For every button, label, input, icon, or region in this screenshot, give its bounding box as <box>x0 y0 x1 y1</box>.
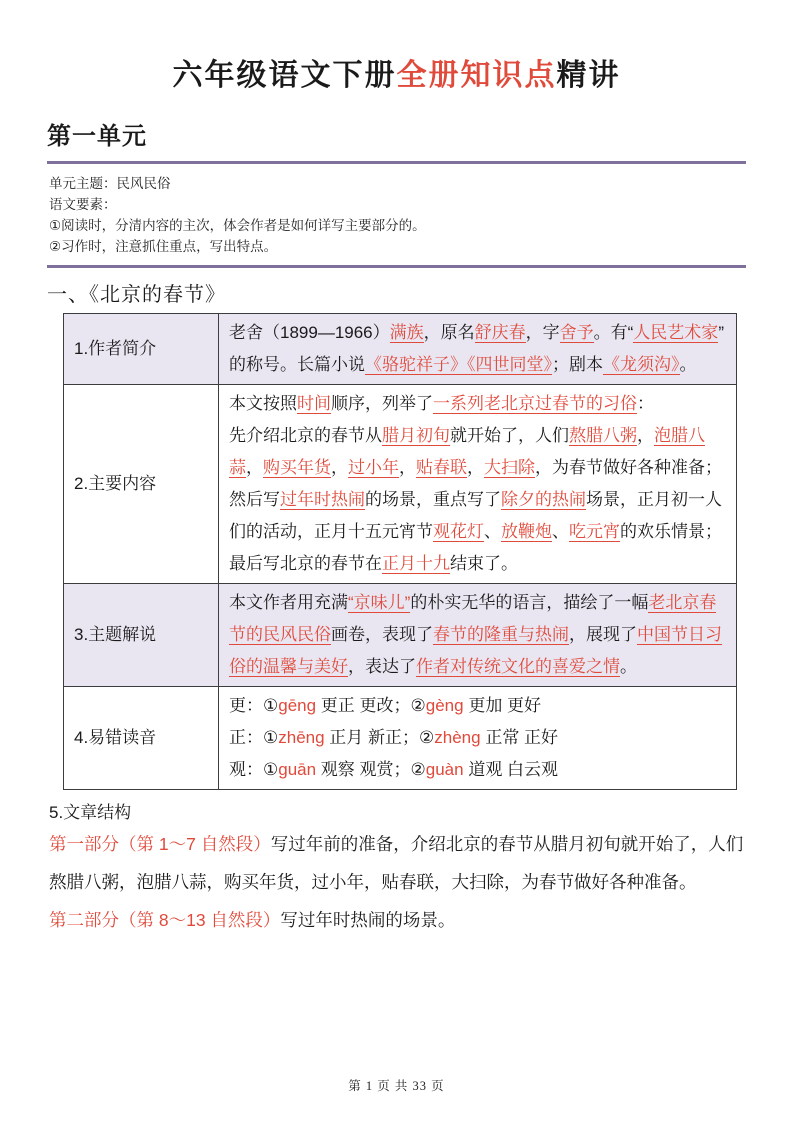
text-segment: 中国节日习俗的温馨与美好 <box>229 625 722 676</box>
row-content-cell <box>219 385 737 584</box>
text-segment: 观花灯 <box>433 522 484 541</box>
row-label-cell: 2.主要内容 <box>64 385 219 584</box>
text-segment: 、 <box>552 522 569 541</box>
text-segment: 购买年货 <box>263 458 331 477</box>
row-content-cell <box>219 584 737 687</box>
unit-element-2: ②习作时，注意抓住重点，写出特点。 <box>49 239 278 254</box>
text-segment: 写过年前的准备，介绍北京的春节从腊月初旬就开始了，人们熬腊八粥，泡腊八蒜，购买年货，过小年，贴春联，大扫除，为春节做好各种准备。 <box>49 834 744 892</box>
text-segment: 大扫除 <box>484 458 535 477</box>
text-segment: 人民艺术家 <box>633 323 719 342</box>
text-segment: ”的称号。长篇小说 <box>229 323 724 374</box>
text-segment: 场景，正月初一人们的活动，正月十五元宵节 <box>229 490 722 541</box>
text-segment: 观察 观赏；② <box>316 760 426 779</box>
text-segment: 正常 正好 <box>480 728 559 747</box>
text-segment: 顺序，列举了 <box>331 394 433 413</box>
text-segment: 老北京春节的民风民俗 <box>229 593 717 644</box>
text-segment: 除夕的热闹 <box>501 490 586 509</box>
text-segment: “京味儿” <box>348 593 411 612</box>
text-segment: 舍予 <box>559 323 594 342</box>
text-segment: 本文按照 <box>229 394 297 413</box>
text-segment: 本文作者用充满 <box>229 593 348 612</box>
text-segment: 、 <box>484 522 501 541</box>
unit-elements-label: 语文要素： <box>49 197 117 212</box>
table-row <box>64 687 737 790</box>
text-segment: 泡腊八蒜 <box>229 426 705 477</box>
text-segment: 就开始了，人们 <box>450 426 569 445</box>
text-segment: 六年级语文下册 <box>172 59 397 92</box>
text-segment: ： <box>637 394 654 413</box>
knowledge-table-body <box>64 314 737 790</box>
text-segment: 正月十九 <box>382 554 450 573</box>
text-segment: 第二部分（第 8～13 自然段） <box>49 910 281 930</box>
text-segment: 作者对传统文化的喜爱之情 <box>416 657 620 676</box>
text-segment: 过年时热闹 <box>280 490 365 509</box>
text-segment: 更：① <box>229 696 279 715</box>
text-segment: 老舍（1899—1966） <box>229 323 390 342</box>
text-segment: 正月 新正；② <box>324 728 435 747</box>
text-segment: ， <box>399 458 416 477</box>
text-segment: 写过年时热闹的场景。 <box>280 910 456 930</box>
text-segment: 更加 更好 <box>463 696 542 715</box>
text-segment: 精讲 <box>556 59 621 92</box>
text-segment: 腊月初旬 <box>382 426 450 445</box>
unit-heading: 第一单元 <box>47 123 147 150</box>
text-segment: 贴春联 <box>416 458 467 477</box>
unit-theme-line: 单元主题：民风民俗 <box>49 176 171 191</box>
text-segment: 舒庆春 <box>474 323 526 342</box>
row-label-cell: 1.作者简介 <box>64 314 219 385</box>
text-segment: 然后写 <box>229 490 280 509</box>
text-segment: 第一部分（第 1～7 自然段） <box>49 834 271 854</box>
text-segment: 观：① <box>229 760 279 779</box>
table-row <box>64 584 737 687</box>
text-segment: 先介绍北京的春节从 <box>229 426 382 445</box>
text-segment: 的欢乐情景； <box>620 522 722 541</box>
text-segment: guān <box>278 760 317 779</box>
text-segment: 吃元宵 <box>569 522 620 541</box>
text-segment: 的场景，重点写了 <box>365 490 501 509</box>
text-segment: zhēng <box>278 728 325 747</box>
document-title <box>47 50 746 94</box>
text-segment: 过小年 <box>348 458 399 477</box>
text-segment: 最后写北京的春节在 <box>229 554 382 573</box>
unit-element-1: ①阅读时，分清内容的主次，体会作者是如何详写主要部分的。 <box>49 218 426 233</box>
table-row <box>64 385 737 584</box>
structure-heading: 5.文章结构 <box>49 803 132 822</box>
structure-paragraph-2 <box>49 901 746 939</box>
row-content-cell <box>219 314 737 385</box>
text-segment: 。 <box>620 657 637 676</box>
divider-double-line-bottom <box>47 265 746 268</box>
row-content-cell <box>219 687 737 790</box>
text-segment: 熬腊八粥 <box>569 426 637 445</box>
text-segment: ，原名 <box>423 323 475 342</box>
text-segment: 放鞭炮 <box>501 522 552 541</box>
table-row <box>64 314 737 385</box>
text-segment: ， <box>637 426 654 445</box>
text-segment: 更正 更改；② <box>316 696 426 715</box>
knowledge-table <box>63 313 737 790</box>
text-segment: 画卷，表现了 <box>331 625 433 644</box>
text-segment: ， <box>467 458 484 477</box>
text-segment: guàn <box>425 760 464 779</box>
text-segment: 。有“ <box>593 323 634 342</box>
text-segment: 。 <box>679 355 697 374</box>
text-segment: 《骆驼祥子》《四世同堂》 <box>365 355 552 374</box>
text-segment: ，表达了 <box>348 657 416 676</box>
text-segment: gēng <box>278 696 317 715</box>
text-segment: 的朴实无华的语言，描绘了一幅 <box>410 593 649 612</box>
unit-info-block <box>47 164 746 265</box>
text-segment: ；剧本 <box>552 355 603 374</box>
text-segment: 一系列老北京过春节的习俗 <box>433 394 637 413</box>
text-segment: ， <box>331 458 348 477</box>
text-segment: 道观 白云观 <box>463 760 559 779</box>
row-label-cell: 4.易错读音 <box>64 687 219 790</box>
text-segment: gèng <box>425 696 464 715</box>
text-segment: ，为春节做好各种准备； <box>535 458 722 477</box>
text-segment: 正：① <box>229 728 279 747</box>
text-segment: zhèng <box>434 728 481 747</box>
text-segment: 满族 <box>389 323 424 342</box>
row-label-cell: 3.主题解说 <box>64 584 219 687</box>
text-segment: 结束了。 <box>450 554 518 573</box>
text-segment: 《龙须沟》 <box>603 355 680 374</box>
text-segment: ，展现了 <box>569 625 637 644</box>
text-segment: 时间 <box>297 394 331 413</box>
text-segment: ， <box>246 458 263 477</box>
page-number-footer: 第 1 页 共 33 页 <box>348 1079 445 1093</box>
structure-paragraph-1 <box>49 825 746 901</box>
lesson-heading: 一、《北京的春节》 <box>47 284 226 306</box>
text-segment: 春节的隆重与热闹 <box>433 625 569 644</box>
text-segment: ，字 <box>525 323 560 342</box>
text-segment: 全册知识点 <box>396 59 557 92</box>
